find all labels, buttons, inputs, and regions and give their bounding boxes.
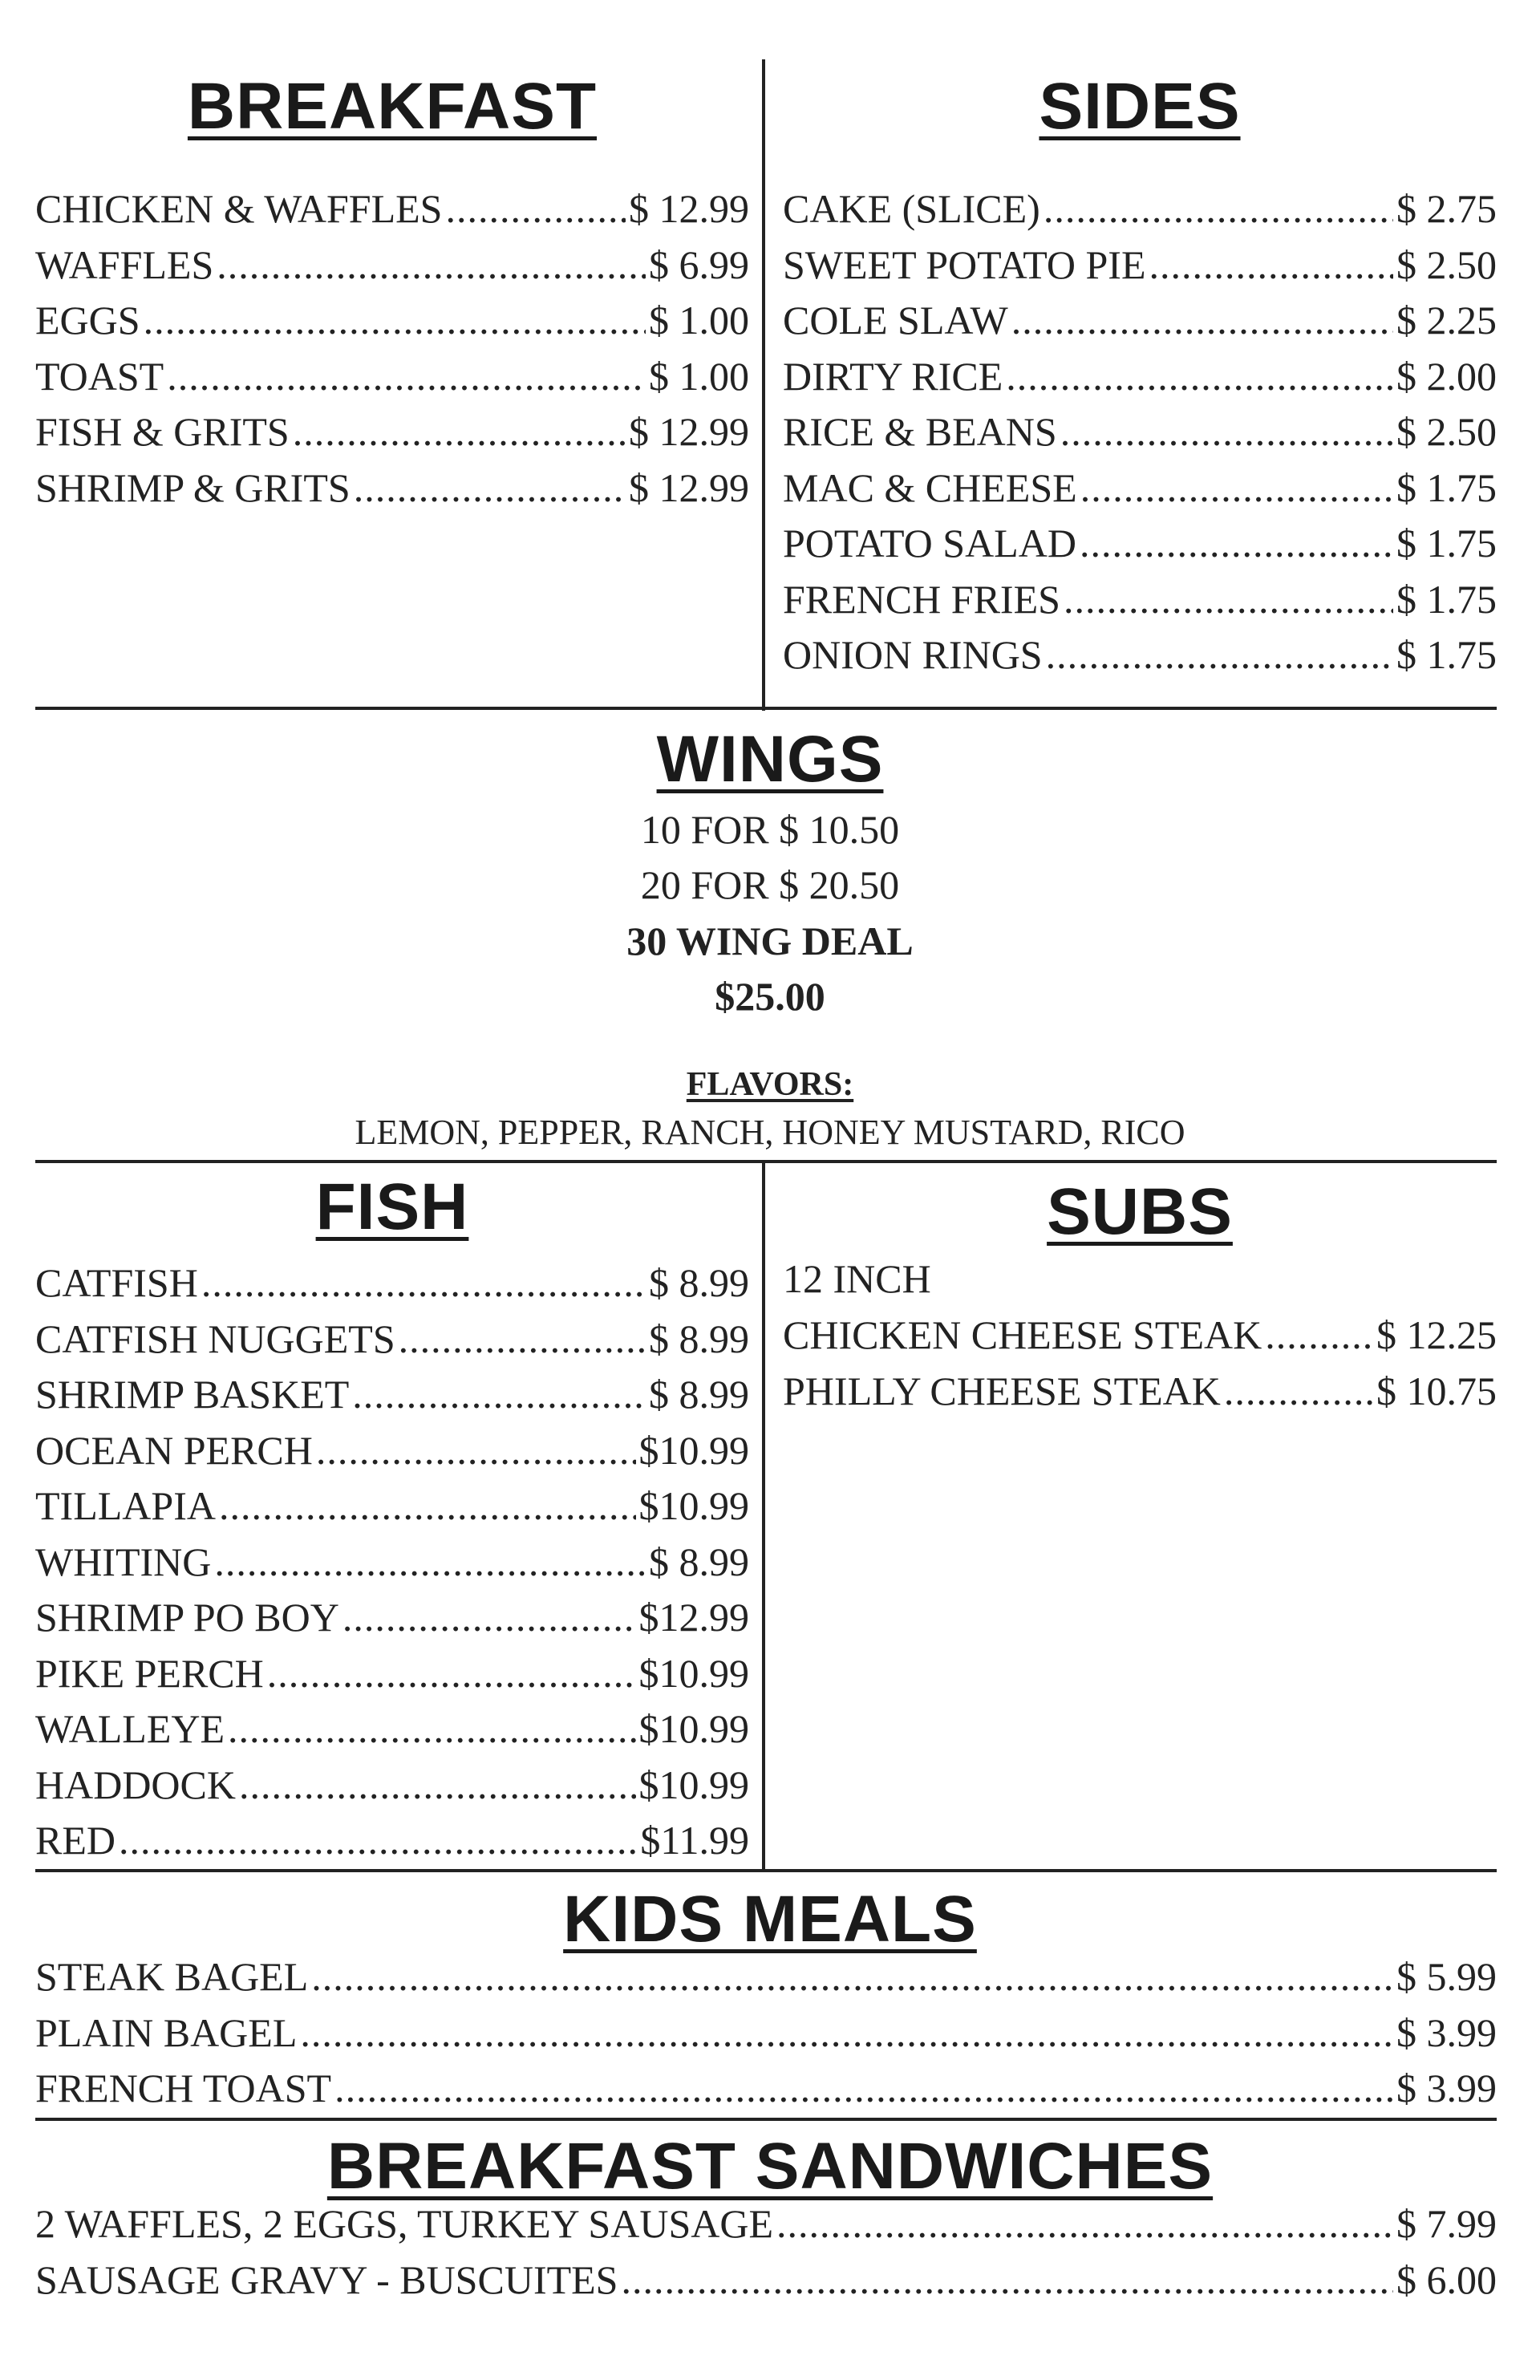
menu-item (35, 2252, 1497, 2309)
column-divider-middle (762, 1160, 765, 1871)
item-price: $ 2.00 (1396, 353, 1497, 399)
item-name: 2 WAFFLES, 2 EGGS, TURKEY SAUSAGE (35, 2201, 774, 2246)
item-price: $ 12.99 (629, 464, 749, 510)
section-divider (35, 1160, 1497, 1163)
menu-item (35, 1423, 749, 1479)
item-price: $ 6.99 (649, 241, 749, 287)
breakfast-sandwiches-heading: BREAKFAST SANDWICHES (326, 2130, 1214, 2203)
wings-20-price: 20 FOR $ 20.50 (640, 862, 900, 907)
item-name: TILLAPIA (35, 1483, 216, 1528)
item-name: PLAIN BAGEL (35, 2009, 298, 2055)
menu-item (783, 572, 1497, 628)
wings-10-price: 10 FOR $ 10.50 (640, 807, 900, 852)
item-name: RICE & BEANS (783, 409, 1057, 454)
menu-item (783, 516, 1497, 572)
menu-item (35, 1255, 749, 1312)
item-price: $ 10.75 (1376, 1368, 1497, 1413)
item-price: $10.99 (638, 1483, 749, 1528)
item-price: $ 7.99 (1396, 2201, 1497, 2246)
menu-item (35, 1478, 749, 1535)
menu-item (35, 1813, 749, 1869)
item-price: $ 5.99 (1396, 1954, 1497, 1999)
sides-heading: SIDES (1039, 70, 1241, 143)
item-price: $10.99 (638, 1706, 749, 1751)
menu-item (783, 1364, 1497, 1420)
menu-item (35, 1535, 749, 1591)
wings-deal: 30 WING DEAL (626, 918, 914, 963)
section-divider (35, 707, 1497, 710)
item-name: COLE SLAW (783, 298, 1008, 343)
item-name: OCEAN PERCH (35, 1427, 313, 1473)
column-divider-top (762, 59, 765, 711)
menu-item (35, 1590, 749, 1646)
item-price: $12.99 (638, 1595, 749, 1640)
kids-meals-list (35, 1949, 1497, 2117)
item-name: WAFFLES (35, 241, 214, 287)
menu-item (783, 1308, 1497, 1364)
item-price: $10.99 (638, 1427, 749, 1473)
menu-item (35, 2061, 1497, 2117)
menu-item (35, 2005, 1497, 2062)
item-price: $ 8.99 (649, 1539, 749, 1584)
item-name: SWEET POTATO PIE (783, 241, 1146, 287)
item-name: EGGS (35, 298, 140, 343)
item-price: $ 1.75 (1396, 576, 1497, 622)
menu-item (35, 293, 749, 349)
menu-item (783, 404, 1497, 460)
menu-item (35, 237, 749, 294)
item-price: $10.99 (638, 1650, 749, 1696)
item-price: $ 3.99 (1396, 2009, 1497, 2055)
section-divider (35, 1869, 1497, 1872)
item-name: WHITING (35, 1539, 212, 1584)
menu-item (35, 1949, 1497, 2005)
item-price: $ 1.75 (1396, 521, 1497, 566)
item-name: MAC & CHEESE (783, 464, 1077, 510)
kids-meals-heading: KIDS MEALS (563, 1883, 977, 1956)
menu-item (35, 404, 749, 460)
item-name: CHICKEN & WAFFLES (35, 186, 443, 231)
item-name: HADDOCK (35, 1762, 236, 1807)
menu-item (35, 1312, 749, 1368)
subs-size-label: 12 INCH (783, 1256, 931, 1301)
item-name: RED (35, 1818, 116, 1863)
item-price: $ 12.99 (629, 409, 749, 454)
item-name: CAKE (SLICE) (783, 186, 1040, 231)
item-price: $ 1.75 (1396, 464, 1497, 510)
section-divider (35, 2118, 1497, 2121)
item-name: CATFISH NUGGETS (35, 1316, 395, 1361)
menu-item (35, 1367, 749, 1423)
item-name: ONION RINGS (783, 632, 1043, 677)
menu-item (35, 1646, 749, 1702)
item-name: CHICKEN CHEESE STEAK (783, 1312, 1262, 1357)
item-price: $ 3.99 (1396, 2066, 1497, 2110)
item-price: $11.99 (640, 1818, 749, 1863)
menu-item (783, 460, 1497, 517)
fish-heading: FISH (315, 1170, 469, 1243)
item-price: $ 2.50 (1396, 409, 1497, 454)
item-name: STEAK BAGEL (35, 1954, 309, 1999)
item-name: WALLEYE (35, 1706, 225, 1751)
menu-item (783, 349, 1497, 405)
item-price: $ 2.25 (1396, 298, 1497, 343)
menu-item (783, 237, 1497, 294)
sides-list (783, 181, 1497, 683)
item-price: $ 12.99 (629, 186, 749, 231)
menu-item (783, 293, 1497, 349)
wings-heading: WINGS (656, 723, 884, 796)
fish-list (35, 1255, 749, 1869)
menu-item (35, 1758, 749, 1814)
menu-item (35, 349, 749, 405)
breakfast-list (35, 181, 749, 516)
flavors-label: FLAVORS: (686, 1066, 854, 1103)
item-price: $ 1.00 (649, 353, 749, 399)
item-name: FRENCH FRIES (783, 576, 1060, 622)
item-price: $ 12.25 (1376, 1312, 1497, 1357)
item-price: $ 8.99 (649, 1316, 749, 1361)
wings-deal-price: $25.00 (715, 974, 825, 1019)
subs-list (783, 1308, 1497, 1419)
menu-item (35, 181, 749, 237)
item-price: $ 8.99 (649, 1372, 749, 1417)
item-name: SHRIMP BASKET (35, 1372, 350, 1417)
item-name: PHILLY CHEESE STEAK (783, 1368, 1221, 1413)
item-name: SHRIMP & GRITS (35, 464, 351, 510)
item-name: POTATO SALAD (783, 521, 1076, 566)
menu-item (35, 1701, 749, 1758)
item-price: $10.99 (638, 1762, 749, 1807)
flavors-list: LEMON, PEPPER, RANCH, HONEY MUSTARD, RICO (355, 1113, 1185, 1152)
menu-item (35, 460, 749, 517)
item-price: $ 8.99 (649, 1260, 749, 1305)
menu-item (783, 181, 1497, 237)
subs-heading: SUBS (1047, 1175, 1233, 1248)
menu-item (35, 2196, 1497, 2252)
item-name: PIKE PERCH (35, 1650, 264, 1696)
item-price: $ 1.00 (649, 298, 749, 343)
item-name: CATFISH (35, 1260, 198, 1305)
item-price: $ 6.00 (1396, 2256, 1497, 2302)
item-price: $ 2.75 (1396, 186, 1497, 231)
item-price: $ 2.50 (1396, 241, 1497, 287)
item-price: $ 1.75 (1396, 632, 1497, 677)
item-name: SHRIMP PO BOY (35, 1595, 339, 1640)
item-name: DIRTY RICE (783, 353, 1003, 399)
item-name: FISH & GRITS (35, 409, 290, 454)
item-name: TOAST (35, 353, 164, 399)
breakfast-sandwiches-list (35, 2196, 1497, 2308)
item-name: SAUSAGE GRAVY - BUSCUITES (35, 2256, 618, 2302)
menu-item (783, 627, 1497, 683)
breakfast-heading: BREAKFAST (187, 70, 598, 143)
item-name: FRENCH TOAST (35, 2066, 332, 2110)
